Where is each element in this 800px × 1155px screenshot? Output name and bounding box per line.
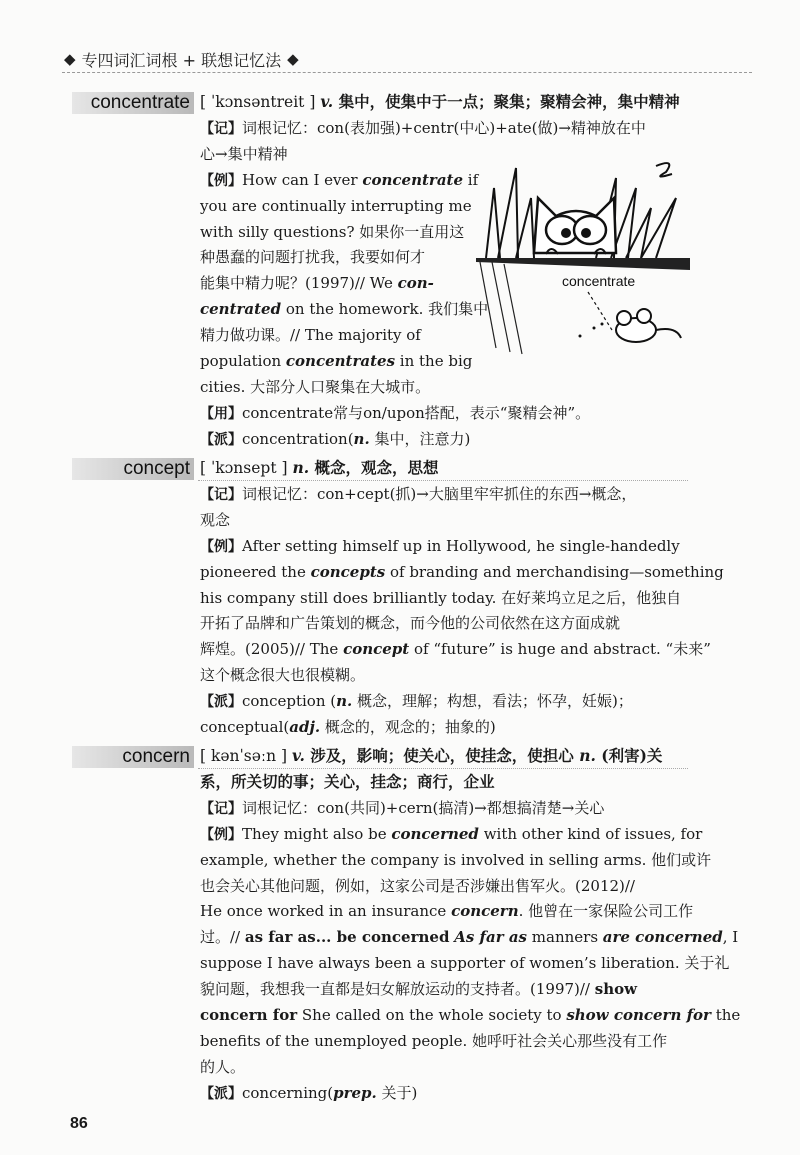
keyword: concepts <box>310 562 386 581</box>
entry-line <box>200 1005 741 1025</box>
text-run: 精力做功课。// The majority of <box>200 326 421 345</box>
entry-line <box>200 876 690 896</box>
entry-line <box>200 1083 690 1104</box>
text-run: his company still does brilliantly today. 在好莱坞立足之后，他独自 <box>200 588 682 607</box>
text-run: the <box>710 1006 741 1024</box>
text-run: with other kind of issues, for <box>478 824 703 843</box>
entry-line <box>200 536 690 557</box>
text-run: v. <box>320 92 339 111</box>
text-run: suppose I have always been a supporter of women’s liberation. 关于礼 <box>200 954 730 973</box>
entry-line <box>200 1031 690 1051</box>
keyword: centrated <box>200 300 282 319</box>
section-tag: 【派】 <box>200 431 242 448</box>
text-run: benefits of the unemployed people. 她呼吁社会关心那些没有工作 <box>200 1031 668 1050</box>
entry-line <box>200 273 470 293</box>
entry-line <box>200 351 473 371</box>
text-run: 辉煌。(2005)// The <box>200 640 344 659</box>
entry-line <box>200 403 690 424</box>
text-run: 能集中精力呢？(1997)// We <box>200 274 398 293</box>
text-run: [ ˈkɔnsept ] <box>200 459 293 477</box>
keyword: concentrate <box>362 170 464 189</box>
keyword: concept <box>343 640 410 659</box>
entry-line <box>200 429 690 450</box>
text-run: [ ˈkɔnsəntreit ] <box>200 93 321 111</box>
text-run: 的人。 <box>200 1057 246 1076</box>
text-run: show <box>594 980 638 999</box>
text-run: [ kənˈsəːn ] <box>200 747 293 765</box>
keyword: are concerned <box>602 928 723 947</box>
text-run: 貌问题，我想我一直都是妇女解放运动的支持者。(1997)// <box>200 980 595 999</box>
text-run: concerning( <box>242 1083 334 1102</box>
text-run: 概念，观念，思想 <box>314 458 439 477</box>
page-number: 86 <box>70 1115 88 1132</box>
text-run: 集中，使集中于一点；聚集；聚精会神，集中精神 <box>338 92 680 111</box>
text-run: He once worked in an insurance <box>200 902 452 921</box>
section-tag: 【派】 <box>200 1085 242 1102</box>
text-run: concentration( <box>242 429 354 448</box>
text-run: n. <box>353 429 370 448</box>
section-tag: 【用】 <box>200 405 242 422</box>
text-run: 涉及，影响；使关心，使挂念，使担心 <box>310 746 580 765</box>
entry-line <box>200 613 690 633</box>
keyword: con- <box>397 274 434 293</box>
text-run: example, whether the company is involved in selling arms. 他们或许 <box>200 850 712 869</box>
text-run: pioneered the <box>200 562 311 581</box>
cartoon-illustration <box>476 158 690 358</box>
entry-line <box>200 196 470 216</box>
section-tag: 【记】 <box>200 800 242 817</box>
entry-line <box>200 979 690 999</box>
text-run: in the big <box>395 352 473 370</box>
entry-divider <box>198 480 688 482</box>
text-run: v. <box>292 746 311 765</box>
section-tag: 【记】 <box>200 486 242 503</box>
text-run: as far as... be concerned <box>244 928 450 947</box>
entry-line <box>200 953 730 973</box>
text-run: 词根记忆：con(共同)+cern(搞清)→都想搞清楚→关心 <box>242 798 605 817</box>
text-run: 集中，注意力) <box>369 429 471 448</box>
headword-concentrate: concentrate <box>72 92 194 114</box>
section-tag: 【例】 <box>200 826 242 843</box>
entry-line <box>200 824 703 845</box>
text-run: How can I ever <box>242 170 363 189</box>
diamond-icon-right: ◆ <box>287 50 299 68</box>
entry-line <box>200 325 470 345</box>
entry-divider <box>198 768 688 770</box>
text-run: adj. <box>289 718 321 736</box>
section-tag: 【例】 <box>200 172 242 189</box>
entry-line <box>200 639 711 659</box>
entry-line <box>200 1057 690 1077</box>
text-run: if <box>463 170 479 189</box>
entry-line <box>200 170 479 191</box>
text-run: , I <box>722 928 739 947</box>
text-run: 概念的，观念的；抽象的) <box>320 718 496 736</box>
text-run: 心→集中精神 <box>200 144 288 163</box>
entry-line <box>200 746 690 766</box>
entry-line <box>200 510 690 530</box>
text-run: 关于) <box>376 1083 418 1102</box>
mouse-icon <box>616 309 681 342</box>
text-run: 词根记忆：con(表加强)+centr(中心)+ate(做)→精神放在中 <box>242 118 646 137</box>
text-run: 开拓了品牌和广告策划的概念，而今他的公司依然在这方面成就 <box>200 614 621 633</box>
entry-line <box>200 717 690 737</box>
text-run: 这个概念很大也很模糊。 <box>200 666 366 685</box>
text-run: 概念，理解；构想，看法；怀孕，妊娠)； <box>352 692 633 711</box>
text-run: 种愚蠢的问题打扰我，我要如何才 <box>200 248 426 267</box>
entry-line <box>200 901 694 921</box>
entry-line <box>200 377 470 397</box>
text-run: of “future” is huge and abstract. “未来” <box>409 640 711 659</box>
text-run: 词根记忆：con+cept(抓)→大脑里牢牢抓住的东西→概念， <box>242 484 637 503</box>
entry-line <box>200 927 739 947</box>
text-run: 过。// <box>200 928 245 947</box>
text-run: . 他曾在一家保险公司工作 <box>518 902 694 921</box>
text-run: After setting himself up in Hollywood, he single-handedly <box>242 536 680 555</box>
entry-line <box>200 588 690 608</box>
text-run: 也会关心其他问题，例如，这家公司是否涉嫌出售军火。(2012)// <box>200 876 635 895</box>
text-run: 系，所关切的事；关心，挂念；商行，企业 <box>200 771 495 791</box>
entry-line <box>200 798 690 819</box>
entry-line <box>200 562 724 582</box>
entry-line <box>200 458 690 478</box>
text-run: concern for <box>200 1006 298 1024</box>
text-run: cities. 大部分人口聚集在大城市。 <box>200 377 431 396</box>
text-run: n. <box>579 746 602 765</box>
keyword: concentrates <box>285 352 396 370</box>
header-title: 专四词汇词根 + 联想记忆法 <box>81 50 282 70</box>
text-run: prep. <box>333 1083 377 1102</box>
keyword: concern <box>451 902 519 921</box>
entry-line <box>200 222 470 242</box>
text-run: of branding and merchandising—something <box>385 562 724 581</box>
text-run: population <box>200 352 286 370</box>
text-run: on the homework. 我们集中 <box>281 300 489 319</box>
diamond-icon: ◆ <box>64 50 76 68</box>
text-run: n. <box>292 458 315 477</box>
text-run: (利害)关 <box>601 746 663 765</box>
text-run: you are continually interrupting me <box>200 196 472 215</box>
section-tag: 【记】 <box>200 120 242 137</box>
text-run: She called on the whole society to <box>297 1006 567 1024</box>
entry-line <box>200 118 690 139</box>
entry-line <box>200 247 470 267</box>
text-run: They might also be <box>242 824 392 843</box>
text-run: conception ( <box>242 692 337 711</box>
entry-line <box>200 772 690 792</box>
cartoon-label: concentrate <box>562 273 636 289</box>
entry-line <box>200 92 690 112</box>
entry-line <box>200 665 690 685</box>
keyword: As far as <box>454 928 528 947</box>
text-run: 观念 <box>200 510 231 529</box>
page-header <box>62 46 752 73</box>
entry-line <box>200 484 690 505</box>
text-run: concentrate常与on/upon搭配，表示“聚精会神”。 <box>242 403 591 422</box>
entry-line <box>200 850 712 870</box>
headword-concept: concept <box>72 458 194 480</box>
section-tag: 【派】 <box>200 694 242 711</box>
keyword: show concern for <box>566 1006 711 1024</box>
text-run: n. <box>336 692 353 711</box>
text-run: manners <box>527 928 603 947</box>
text-run: with silly questions? 如果你一直用这 <box>200 222 465 241</box>
entry-line <box>200 299 489 319</box>
headword-concern: concern <box>72 746 194 768</box>
cat-icon <box>534 198 616 254</box>
text-run: conceptual( <box>200 718 290 736</box>
keyword: concerned <box>391 824 479 843</box>
section-tag: 【例】 <box>200 538 242 555</box>
entry-line <box>200 691 690 712</box>
